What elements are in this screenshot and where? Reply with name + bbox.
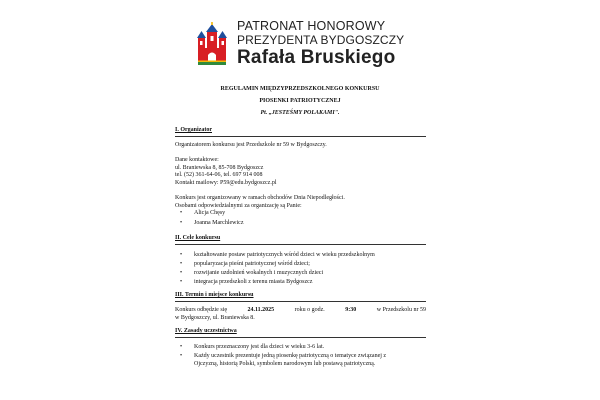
section-divider (175, 136, 426, 137)
list-item: • rozwijanie uzdolnień wokalnych i muzycznych dzieci (180, 270, 324, 276)
contact-email: Kontakt mailowy: P59@edu.bydgoszcz.pl (175, 179, 277, 186)
section-divider (175, 337, 426, 338)
responsible-persons-label: Osobami odpowiedzialnymi za organizację są Panie: (175, 202, 302, 209)
organizer-intro: Organizatorem konkursu jest Przedszkole nr 59 w Bydgoszczy. (175, 142, 327, 148)
section-heading-date-place: III. Termin i miejsce konkursu (175, 292, 254, 298)
document-title-line-1: REGULAMIN MIĘDZYPRZEDSZKOLNEGO KONKURSU (220, 86, 380, 92)
patronage-line-2: PREZYDENTA BYDGOSZCZY (237, 32, 405, 47)
contact-address: ul. Braniewska 8, 85-708 Bydgoszcz (175, 164, 264, 171)
patronage-line-3: Rafała Bruskiego (237, 46, 396, 68)
list-item: • kształtowanie postaw patriotycznych wśród dzieci w wieku przedszkolnym (180, 252, 375, 258)
contact-phone: tel. (52) 361-64-06, tel. 697 914 008 (175, 172, 263, 178)
organization-note: Konkurs jest organizowany w ramach obchodów Dnia Niepodległości. (175, 195, 345, 201)
event-details-line-1: Konkurs odbędzie się 24.11.2025 roku o godz. 9:30 w Przedszkolu nr 59 (175, 307, 426, 313)
section-heading-organizer: I. Organizator (175, 127, 212, 133)
section-divider (175, 301, 426, 302)
section-heading-participation: IV. Zasady uczestnictwa (175, 328, 237, 334)
honorary-patronage-logo (195, 20, 435, 68)
patronage-text (237, 20, 404, 67)
list-item: • popularyzacja pieśni patriotycznej wśród dzieci; (180, 261, 310, 267)
list-item: • Alicja Chęsy (180, 210, 226, 216)
event-time: 9:30 (345, 307, 357, 313)
bydgoszcz-crest-icon (195, 22, 229, 66)
document-title-line-2: PIOSENKI PATRIOTYCZNEJ (259, 98, 341, 104)
event-details-line-2: w Bydgoszczy, ul. Braniewska 8. (175, 315, 255, 321)
document-title-line-3: Pt. „JESTEŚMY POLAKAMI". (260, 110, 340, 116)
patronage-line-1: PATRONAT HONOROWY (237, 19, 386, 33)
section-divider (175, 244, 426, 245)
contact-label: Dane kontaktowe: (175, 157, 219, 163)
list-item: • Każdy uczestnik prezentuje jedną piosenkę patriotyczną o tematyce związanej z (180, 353, 387, 359)
list-item-continuation: Ojczyzną, historią Polski, symbolem narodowym lub postawą patriotyczną. (194, 361, 376, 367)
list-item: • Joanna Marchlewicz (180, 220, 244, 226)
list-item: • integracja przedszkoli z terenu miasta Bydgoszcz (180, 279, 313, 285)
event-date: 24.11.2025 (247, 307, 275, 313)
section-heading-goals: II. Cele konkursu (175, 235, 221, 241)
list-item: • Konkurs przeznaczony jest dla dzieci w wieku 3-6 lat. (180, 344, 325, 350)
